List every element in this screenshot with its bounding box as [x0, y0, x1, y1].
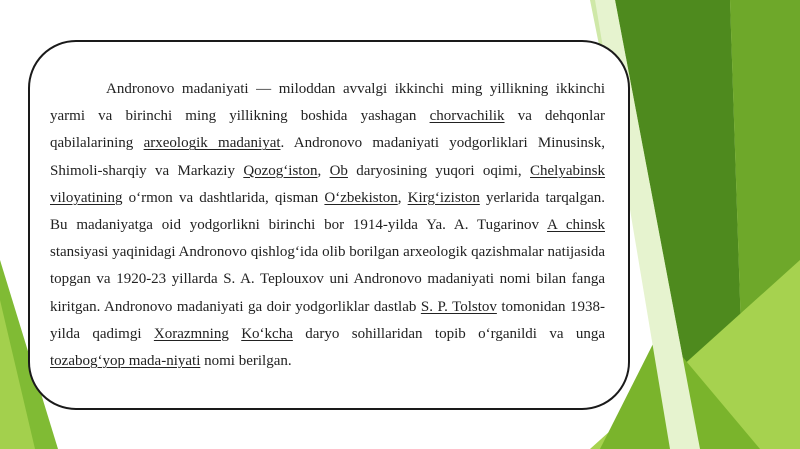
- link-xorazmning[interactable]: Xorazmning: [153, 325, 229, 342]
- link-kirgiziston[interactable]: Kirg‘iziston: [407, 189, 480, 206]
- link-kokcha[interactable]: Ko‘kcha: [241, 325, 293, 342]
- text-run: Andronovo madaniyati — miloddan avvalgi ikkinchi ming yillikning ikkinchi yarmi va birinchi ming yillikning boshida yashagan: [50, 81, 605, 125]
- text-run: tomonidan 1938-yilda qadimgi: [50, 298, 605, 342]
- link-sp-tolstov[interactable]: S. P. Tolstov: [420, 298, 497, 315]
- text-run: ,: [397, 189, 408, 206]
- link-ozbekiston[interactable]: O‘zbekiston: [324, 189, 398, 206]
- body-paragraph: [50, 76, 605, 375]
- text-run: . Andronovo madaniyati yodgorliklari Minusinsk, Shimoli-sharqiy va Markaziy: [50, 135, 606, 179]
- link-achinsk[interactable]: A chinsk: [547, 217, 605, 234]
- text-run: daryo sohillaridan topib o‘rganildi va unga: [292, 325, 606, 342]
- link-ob[interactable]: Ob: [329, 162, 348, 179]
- text-run: va dehqonlar qabilalarining: [50, 108, 605, 152]
- text-run: [229, 326, 241, 342]
- link-chelyabinsk-viloyatining[interactable]: Chelyabinsk viloyatining: [50, 162, 606, 206]
- link-tozabogyop-madaniyati[interactable]: tozabog‘yop mada-niyati: [50, 353, 201, 370]
- text-run: daryosining yuqori oqimi,: [347, 162, 531, 179]
- text-run: stansiyasi yaqinidagi Andronovo qishlog‘ida olib borilgan arxeologik qazishmalar natijasida topgan va 1920-23 yillarda S. A. Teplouxov uni Andronovo madaniyati nomi bilan fanga kiritgan. Andronovo madaniyati ga doir yodgorliklar dastlab: [50, 244, 605, 315]
- text-run: yerlarida tarqalgan. Bu madaniyatga oid yodgorlikni birinchi bor 1914-yilda Ya. A. Tugarinov: [50, 189, 605, 234]
- text-run: o‘rmon va dashtlarida, qisman: [122, 189, 325, 206]
- link-qozogiston[interactable]: Qozog‘iston: [243, 162, 318, 179]
- text-run: nomi berilgan.: [200, 353, 292, 370]
- link-arxeologik-madaniyat[interactable]: arxeologik madaniyat: [143, 135, 281, 152]
- text-run: ,: [317, 162, 330, 179]
- link-chorvachilik[interactable]: chorvachilik: [429, 108, 505, 125]
